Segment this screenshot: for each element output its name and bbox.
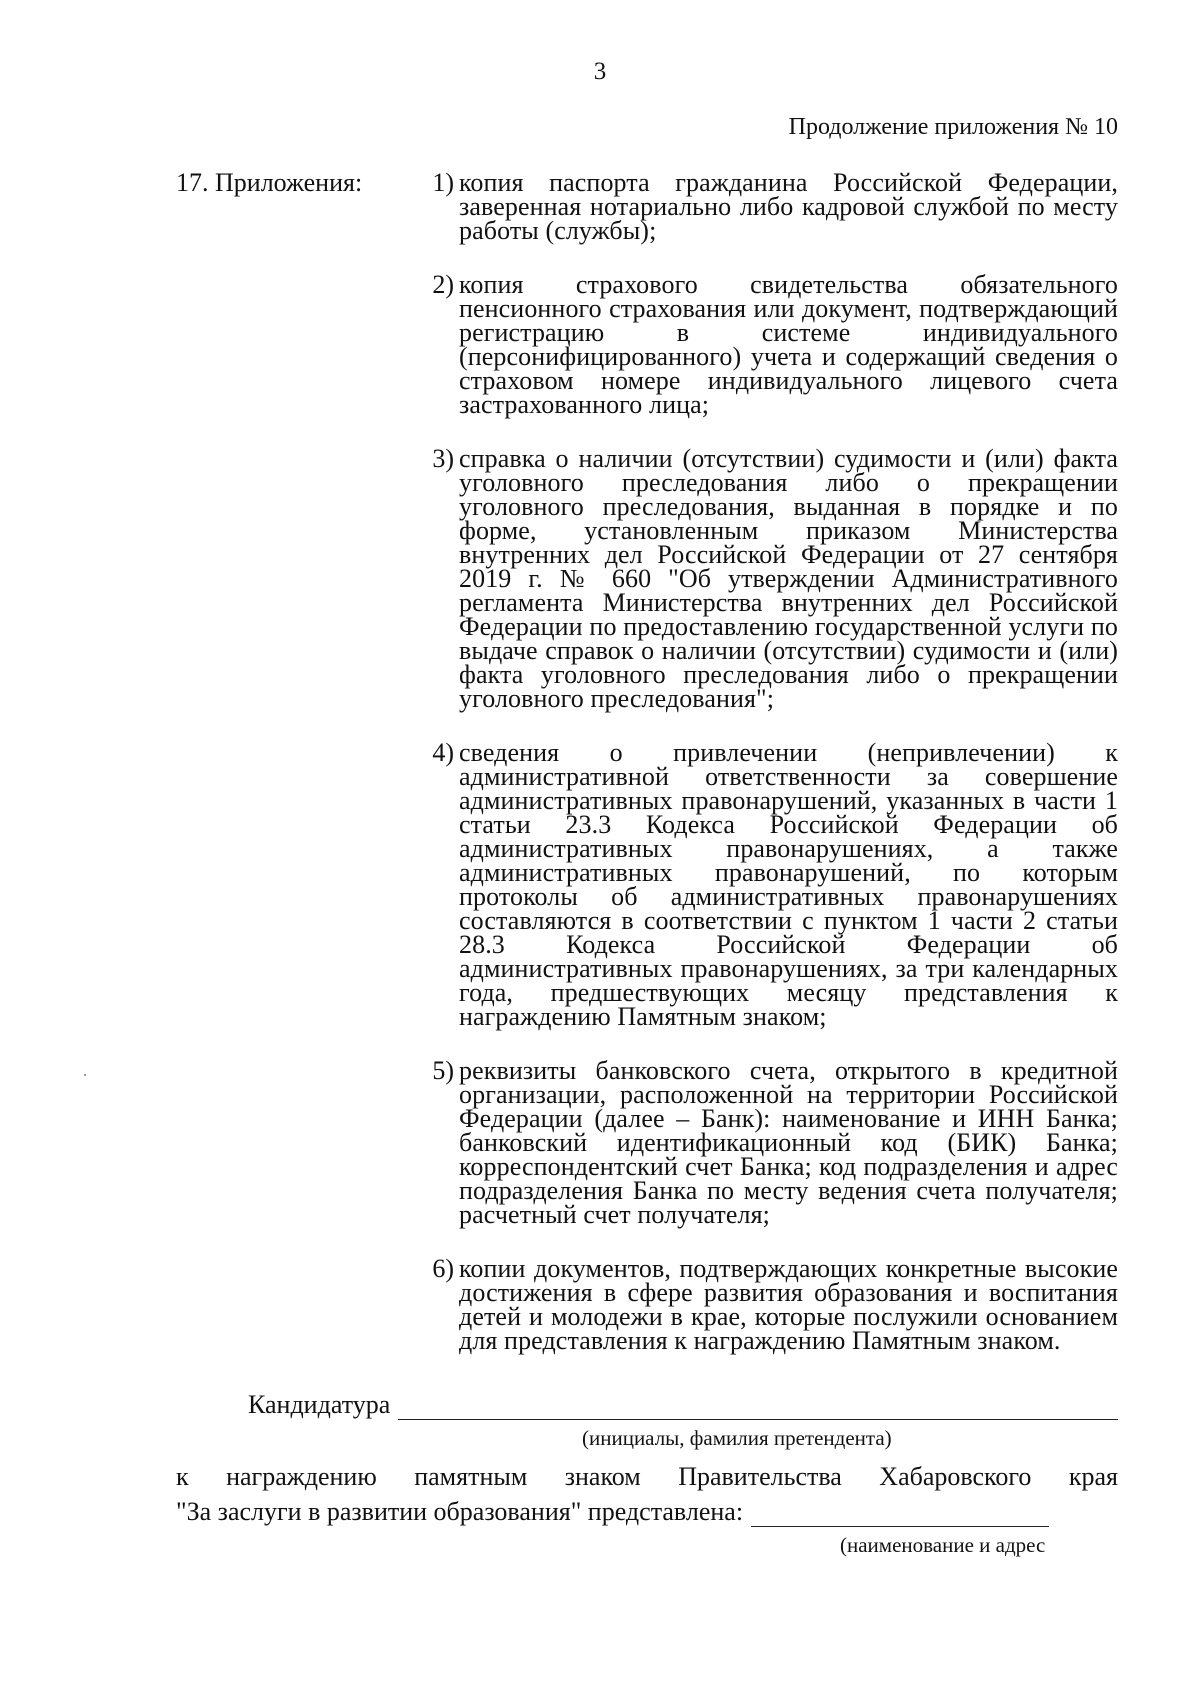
award-statement-line-1: к награждению памятным знаком Правительства Хабаровского края — [176, 1462, 1118, 1491]
appendix-continuation-label: Продолжение приложения № 10 — [788, 114, 1118, 140]
item-text: копии документов, подтверждающих конкретные высокие достижения в сфере развития образования и воспитания детей и молодежи в крае, которые послужили основанием для представления к награждению Памятным знаком. — [459, 1254, 1118, 1355]
list-item — [414, 738, 1118, 1031]
list-item — [414, 270, 1118, 419]
candidate-label: Кандидатура — [248, 1390, 391, 1419]
list-item — [414, 168, 1118, 245]
item-number: 6) — [432, 1254, 454, 1283]
item-text: справка о наличии (отсутствии) судимости и (или) факта уголовного преследования либо о прекращении уголовного преследования, выданная в порядке и по форме, установленным приказом Министерства внутренних дел Российской Федерации от 27 сентября 2019 г. № 660 "Об утверждении Административного регламента Министерства внутренних дел Российской Федерации по предоставлению государственной услуги по выдаче справок о наличии (отсутствии) судимости и (или) факта уголовного преследования либо о прекращении уголовного преследования"; — [459, 444, 1118, 713]
list-item — [414, 1254, 1118, 1355]
page-number: 3 — [593, 58, 607, 85]
item-number: 2) — [432, 270, 454, 299]
item-text: копия паспорта гражданина Российской Федерации, заверенная нотариально либо кадровой службой по месту работы (службы); — [459, 168, 1118, 245]
list-item — [414, 1056, 1118, 1229]
candidate-row — [248, 1390, 1118, 1420]
item-text: реквизиты банковского счета, открытого в кредитной организации, расположенной на территории Российской Федерации (далее – Банк): наименование и ИНН Банка; банковский идентификационный код (БИК) Банка; корреспондентский счет Банка; код подразделения и адрес подразделения Банка по месту ведения счета получателя; расчетный счет получателя; — [459, 1056, 1118, 1229]
item-number: 1) — [432, 168, 454, 197]
candidate-name-field[interactable] — [398, 1397, 1118, 1420]
item-number: 5) — [432, 1056, 454, 1085]
item-number: 3) — [432, 444, 454, 473]
section-title: 17. Приложения: — [176, 168, 363, 197]
item-text: копия страхового свидетельства обязательного пенсионного страхования или документ, подтверждающий регистрацию в системе индивидуального (персонифицированного) учета и содержащий сведения о страховом номере индивидуального лицевого счета застрахованного лица; — [459, 270, 1118, 419]
award-statement-text: "За заслуги в развитии образования" представлена: — [176, 1497, 744, 1526]
item-text: сведения о привлечении (непривлечении) к административной ответственности за совершение административных правонарушений, указанных в части 1 статьи 23.3 Кодекса Российской Федерации об административных правонарушениях, а также административных правонарушений, по которым протоколы об административных правонарушениях составляются в соответствии с пунктом 1 части 2 статьи 28.3 Кодекса Российской Федерации об административных правонарушениях, за три календарных года, предшествующих месяцу представления к награждению Памятным знаком; — [459, 738, 1118, 1031]
scan-artifact — [84, 1074, 86, 1076]
attachments-list — [414, 168, 1118, 1383]
award-statement-line-2 — [176, 1497, 1118, 1527]
item-number: 4) — [432, 738, 454, 767]
list-item — [414, 444, 1118, 713]
organization-field-hint: (наименование и адрес — [840, 1533, 1046, 1557]
organization-name-field[interactable] — [751, 1504, 1049, 1527]
candidate-field-hint: (инициалы, фамилия претендента) — [582, 1426, 892, 1450]
